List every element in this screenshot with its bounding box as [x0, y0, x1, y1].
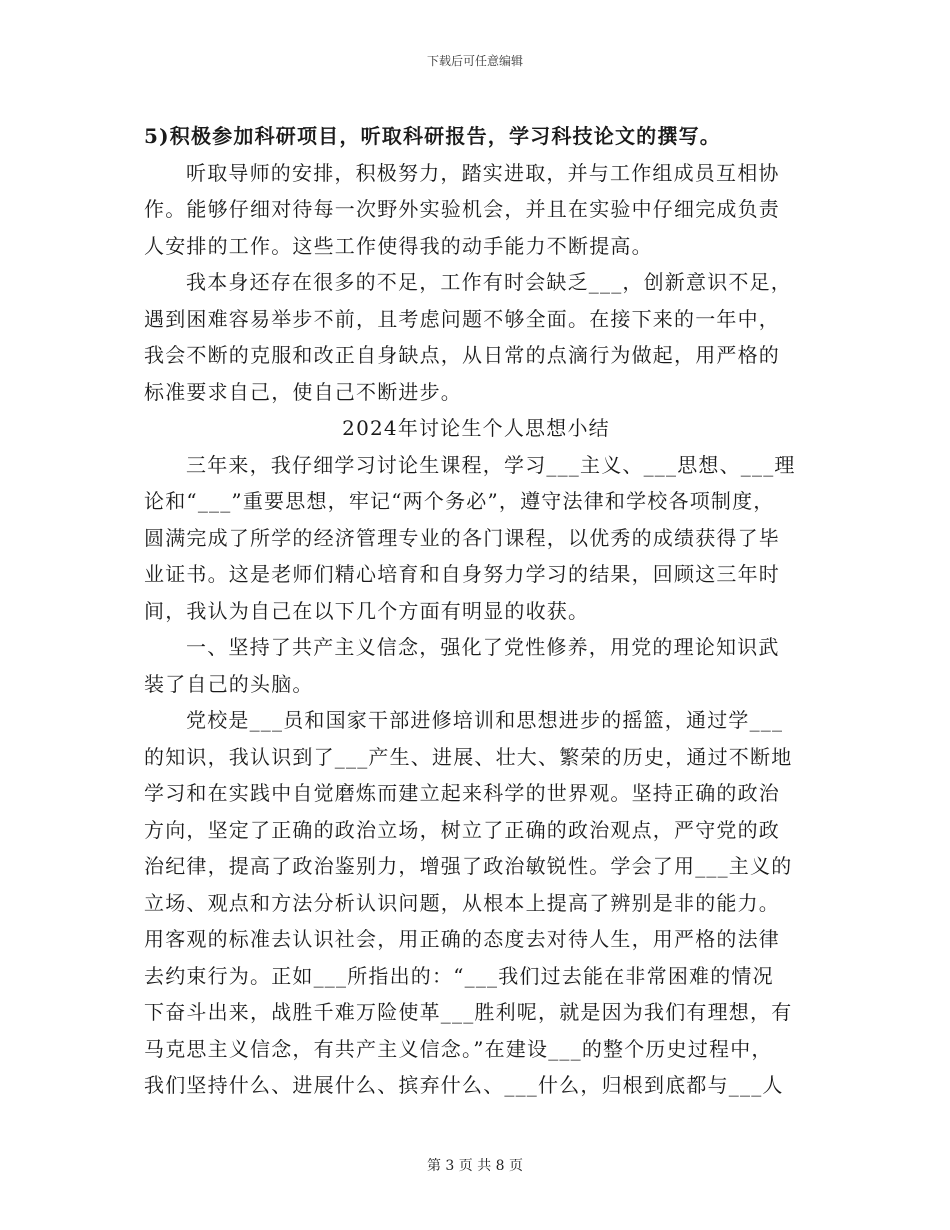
- header-note: 下载后可任意编辑: [426, 54, 523, 68]
- paragraph-line: 三年来，我仔细学习讨论生课程，学习___主义、___思想、___理: [186, 452, 796, 477]
- paragraph-line: 一、坚持了共产主义信念，强化了党性修养，用党的理论知识武: [186, 635, 780, 659]
- paragraph-line: 去约束行为。正如___所指出的：“___我们过去能在非常困难的情况: [144, 963, 774, 988]
- paragraph-line: 下奋斗出来，战胜千难万险使革___胜利呢，就是因为我们有理想，有: [144, 1000, 793, 1024]
- paragraph-line: 人安排的工作。这些工作使得我的动手能力不断提高。: [144, 233, 653, 258]
- paragraph-line: 论和“___”重要思想，牢记“两个务必”，遵守法律和学校各项制度，: [144, 489, 775, 513]
- paragraph-line: 马克思主义信念，有共产主义信念。”在建设___的整个历史过程中，: [144, 1036, 773, 1061]
- page-number: 第 3 页 共 8 页: [426, 1158, 524, 1174]
- paragraph-line: 标准要求自己，使自己不断进步。: [144, 379, 462, 404]
- paragraph-line: 立场、观点和方法分析认识问题，从根本上提高了辨别是非的能力。: [144, 890, 780, 915]
- paragraph-line: 党校是___员和国家干部进修培训和思想进步的摇篮，通过学___: [186, 708, 784, 732]
- paragraph-line: 遇到困难容易举步不前，且考虑问题不够全面。在接下来的一年中，: [144, 306, 780, 331]
- paragraph-line: 作。能够仔细对待每一次野外实验机会，并且在实验中仔细完成负责: [144, 197, 780, 221]
- paragraph-line: 用客观的标准去认识社会，用正确的态度去对待人生，用严格的法律: [144, 927, 780, 951]
- paragraph-line: 的知识，我认识到了___产生、进展、壮大、繁荣的历史，通过不断地: [144, 744, 793, 769]
- paragraph-line: 业证书。这是老师们精心培育和自身努力学习的结果，回顾这三年时: [144, 562, 780, 586]
- paragraph-line: 学习和在实践中自觉磨炼而建立起来科学的世界观。坚持正确的政治: [144, 781, 780, 805]
- paragraph-line: 治纪律，提高了政治鉴别力，增强了政治敏锐性。学会了用___主义的: [144, 854, 793, 878]
- document-body: [144, 118, 808, 1104]
- paragraph-line: 间，我认为自己在以下几个方面有明显的收获。: [144, 598, 590, 623]
- paragraph-line: 方向，坚定了正确的政治立场，树立了正确的政治观点，严守党的政: [144, 817, 780, 842]
- paragraph-line: 我们坚持什么、进展什么、摈弃什么、___什么，归根到底都与___人: [144, 1073, 784, 1097]
- section-title: 2024年讨论生个人思想小结: [342, 416, 610, 440]
- list-item-heading: 5)积极参加科研项目，听取科研报告，学习科技论文的撰写。: [144, 124, 721, 148]
- paragraph-line: 圆满完成了所学的经济管理专业的各门课程，以优秀的成绩获得了毕: [144, 525, 780, 550]
- paragraph-line: 听取导师的安排，积极努力，踏实进取，并与工作组成员互相协: [186, 160, 780, 185]
- paragraph-line: 我本身还存在很多的不足，工作有时会缺乏___，创新意识不足，: [186, 270, 792, 294]
- paragraph-line: 我会不断的克服和改正自身缺点，从日常的点滴行为做起，用严格的: [144, 343, 780, 367]
- paragraph-line: 装了自己的头脑。: [144, 671, 314, 696]
